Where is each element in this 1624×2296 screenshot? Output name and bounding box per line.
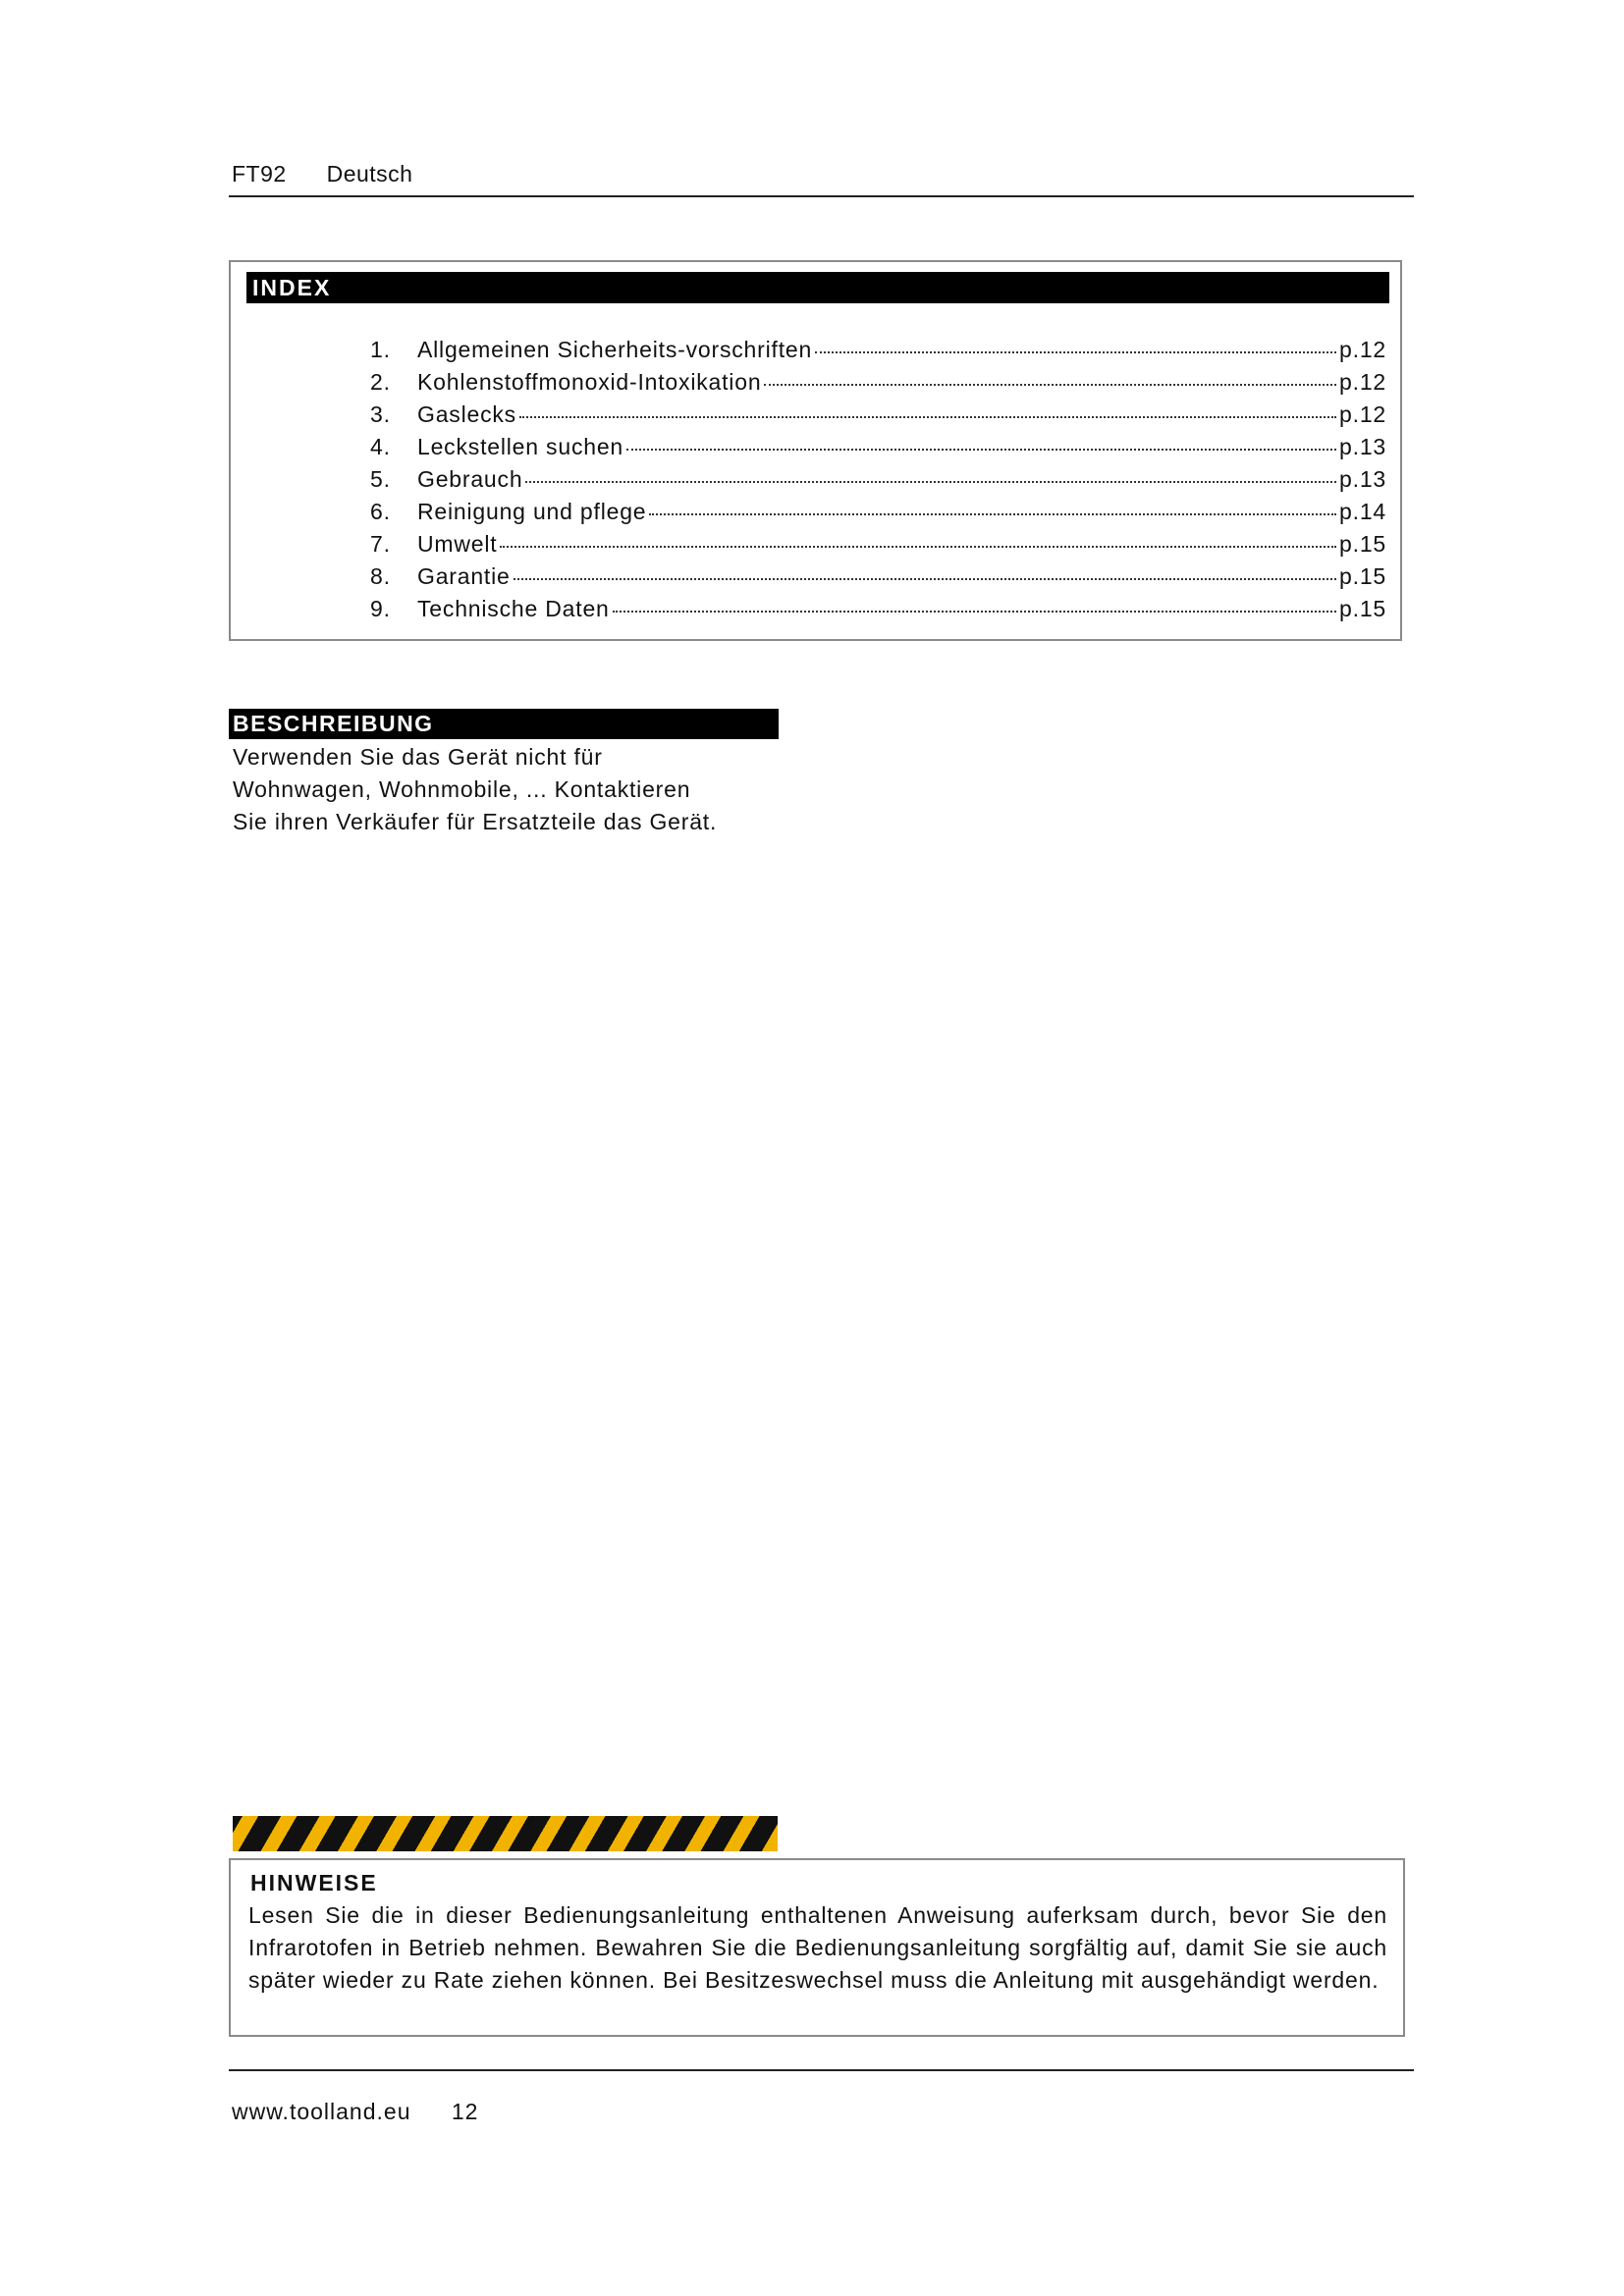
toc-leader bbox=[613, 611, 1336, 613]
toc-page: p.15 bbox=[1339, 596, 1386, 621]
toc-number: 5. bbox=[370, 466, 391, 492]
toc-label: Allgemeinen Sicherheits-vorschriften bbox=[417, 337, 813, 362]
toc-page: p.14 bbox=[1339, 499, 1386, 524]
toc-leader bbox=[500, 546, 1336, 548]
description-title: BESCHREIBUNG bbox=[229, 709, 779, 739]
toc-number: 2. bbox=[370, 369, 391, 395]
toc-item[interactable] bbox=[370, 401, 1386, 434]
toc-number: 1. bbox=[370, 337, 391, 362]
table-of-contents bbox=[370, 337, 1386, 628]
toc-leader bbox=[525, 481, 1336, 483]
toc-item[interactable] bbox=[370, 434, 1386, 466]
notice-box bbox=[229, 1858, 1405, 2037]
page-header bbox=[232, 161, 1412, 187]
model-name: FT92 bbox=[232, 161, 287, 187]
toc-number: 7. bbox=[370, 531, 391, 557]
toc-page: p.12 bbox=[1339, 369, 1386, 395]
toc-page: p.12 bbox=[1339, 337, 1386, 362]
toc-item[interactable] bbox=[370, 337, 1386, 369]
page-number: 12 bbox=[451, 2099, 479, 2124]
index-title: INDEX bbox=[246, 272, 1389, 303]
notice-title: HINWEISE bbox=[250, 1870, 378, 1896]
description-line: Sie ihren Verkäufer für Ersatzteile das Gerät. bbox=[233, 809, 718, 834]
page-footer bbox=[232, 2099, 478, 2125]
toc-leader bbox=[519, 416, 1336, 418]
toc-label: Gebrauch bbox=[417, 466, 523, 492]
toc-page: p.15 bbox=[1339, 563, 1386, 589]
toc-label: Garantie bbox=[417, 563, 511, 589]
header-rule bbox=[229, 195, 1414, 197]
toc-leader bbox=[514, 578, 1336, 580]
toc-label: Umwelt bbox=[417, 531, 498, 557]
index-box bbox=[229, 260, 1402, 641]
toc-item[interactable] bbox=[370, 563, 1386, 596]
toc-leader bbox=[815, 351, 1336, 353]
toc-number: 9. bbox=[370, 596, 391, 621]
description-line: Verwenden Sie das Gerät nicht für bbox=[233, 744, 603, 770]
toc-leader bbox=[649, 513, 1336, 515]
toc-page: p.13 bbox=[1339, 434, 1386, 459]
toc-label: Gaslecks bbox=[417, 401, 516, 427]
toc-label: Kohlenstoffmonoxid-Intoxikation bbox=[417, 369, 762, 395]
toc-number: 3. bbox=[370, 401, 391, 427]
toc-item[interactable] bbox=[370, 531, 1386, 563]
toc-page: p.13 bbox=[1339, 466, 1386, 492]
toc-leader bbox=[626, 449, 1336, 451]
toc-label: Reinigung und pflege bbox=[417, 499, 647, 524]
hazard-stripe-banner bbox=[233, 1816, 778, 1851]
description-line: Wohnwagen, Wohnmobile, ... Kontaktieren bbox=[233, 776, 691, 802]
toc-item[interactable] bbox=[370, 499, 1386, 531]
footer-rule bbox=[229, 2069, 1414, 2071]
toc-label: Technische Daten bbox=[417, 596, 610, 621]
description-text bbox=[233, 741, 783, 838]
toc-item[interactable] bbox=[370, 369, 1386, 401]
toc-leader bbox=[764, 384, 1336, 386]
toc-page: p.12 bbox=[1339, 401, 1386, 427]
toc-number: 8. bbox=[370, 563, 391, 589]
notice-text: Lesen Sie die in dieser Bedienungsanleitung enthaltenen Anweisung auferksam durch, bevor Sie den Infrarotofen in Betrieb nehmen. Bewahren Sie die Bedienungsanleitung sorgfältig auf, damit Sie sie auch später wieder zu Rate ziehen können. Bei Besitzeswechsel muss die Anleitung mit ausgehändigt werden. bbox=[248, 1902, 1387, 1993]
toc-item[interactable] bbox=[370, 596, 1386, 628]
toc-page: p.15 bbox=[1339, 531, 1386, 557]
toc-item[interactable] bbox=[370, 466, 1386, 499]
toc-number: 6. bbox=[370, 499, 391, 524]
toc-label: Leckstellen suchen bbox=[417, 434, 624, 459]
website-link[interactable]: www.toolland.eu bbox=[232, 2099, 411, 2124]
language-label: Deutsch bbox=[326, 161, 413, 187]
toc-number: 4. bbox=[370, 434, 391, 459]
